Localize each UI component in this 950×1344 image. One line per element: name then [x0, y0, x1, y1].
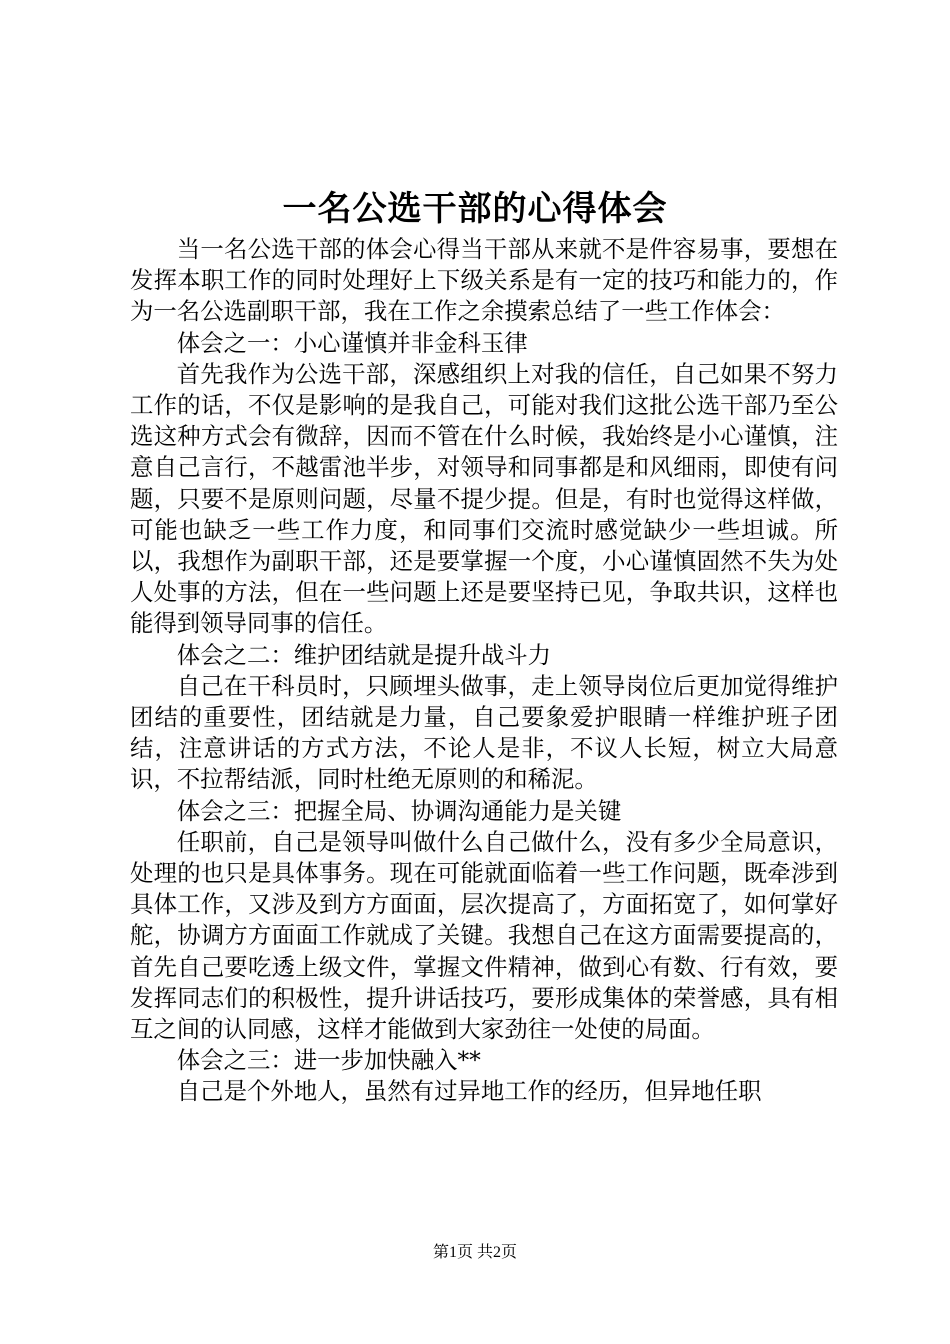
document-body [130, 234, 838, 1108]
section-paragraph-1: 首先我作为公选干部，深感组织上对我的信任，自己如果不努力工作的话，不仅是影响的是我自己，可能对我们这批公选干部乃至公选这种方式会有微辞，因而不管在什么时候，我始终是小心谨慎，注意自己言行，不越雷池半步，对领导和同事都是和风细雨，即使有问题，只要不是原则问题，尽量不提少提。但是，有时也觉得这样做，可能也缺乏一些工作力度，和同事们交流时感觉缺少一些坦诚。所以，我想作为副职干部，还是要掌握一个度，小心谨慎固然不失为处人处事的方法，但在一些问题上还是要坚持已见，争取共识，这样也能得到领导同事的信任。 [130, 359, 838, 638]
document-title: 一名公选干部的心得体会 [282, 189, 668, 229]
section-heading-3: 体会之三：把握全局、协调沟通能力是关键 [176, 796, 622, 825]
section-paragraph-3: 任职前，自己是领导叫做什么自己做什么，没有多少全局意识，处理的也只是具体事务。现在可能就面临着一些工作问题，既牵涉到具体工作，又涉及到方方面面，层次提高了，方面拓宽了，如何掌好舵，协调方方面面工作就成了关键。我想自己在这方面需要提高的，首先自己要吃透上级文件，掌握文件精神，做到心有数、行有效，要发挥同志们的积极性，提升讲话技巧，要形成集体的荣誉感，具有相互之间的认同感，这样才能做到大家劲往一处使的局面。 [130, 827, 838, 1044]
section-heading-2: 体会之二：维护团结就是提升战斗力 [176, 640, 552, 669]
section-paragraph-2: 自己在干科员时，只顾埋头做事，走上领导岗位后更加觉得维护团结的重要性，团结就是力量，自己要象爱护眼睛一样维护班子团结，注意讲话的方式方法，不论人是非，不议人长短，树立大局意识，不拉帮结派，同时杜绝无原则的和稀泥。 [130, 671, 838, 794]
page-footer: 第1页 共2页 [432, 1244, 517, 1261]
section-paragraph-4: 自己是个外地人，虽然有过异地工作的经历，但异地任职 [176, 1077, 762, 1106]
section-heading-4: 体会之三：进一步加快融入** [176, 1046, 481, 1075]
intro-paragraph: 当一名公选干部的体会心得当干部从来就不是件容易事，要想在发挥本职工作的同时处理好上下级关系是有一定的技巧和能力的，作为一名公选副职干部，我在工作之余摸索总结了一些工作体会： [130, 235, 838, 326]
section-heading-1: 体会之一：小心谨慎并非金科玉律 [176, 328, 528, 357]
